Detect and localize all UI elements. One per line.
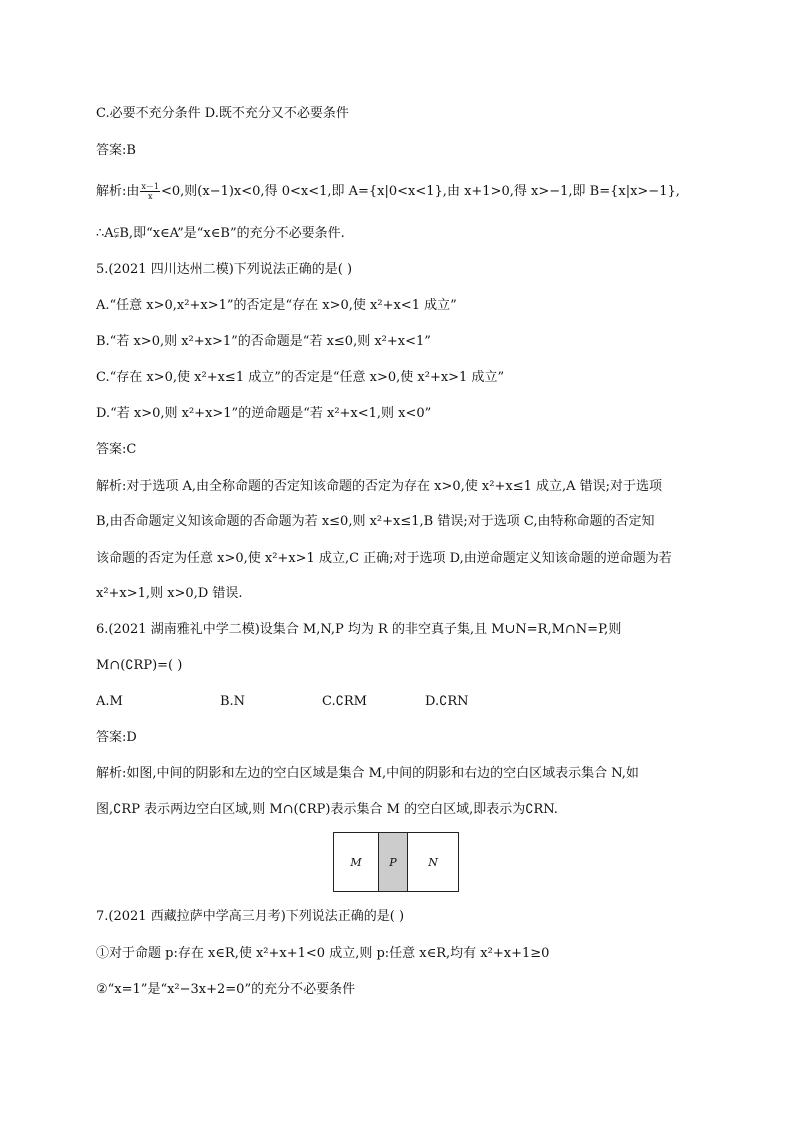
q4-conclusion: ∴A⫋B,即“x∈A”是“x∈B”的充分不必要条件. bbox=[96, 226, 345, 241]
region-n-label: N bbox=[428, 855, 438, 869]
region-m bbox=[334, 833, 378, 891]
q6-stem-line-1: 6.(2021 湖南雅礼中学二模)设集合 M,N,P 均为 R 的非空真子集,且 M∪N=R,M∩N=P,则 bbox=[96, 622, 622, 637]
q4-analysis-prefix: 解析:由 bbox=[96, 184, 140, 199]
q6-stem-line-2: M∩(∁RP)=( ) bbox=[96, 658, 183, 673]
q4-fraction-denominator: x bbox=[147, 192, 153, 201]
q6-option-c: C.∁RM bbox=[322, 694, 367, 709]
q5-option-d: D.“若 x>0,则 x²+x>1”的逆命题是“若 x²+x<1,则 x<0” bbox=[96, 406, 432, 421]
q4-answer: 答案:B bbox=[96, 143, 136, 158]
region-n bbox=[408, 833, 458, 891]
q5-option-c: C.“存在 x>0,使 x²+x≤1 成立”的否定是“任意 x>0,使 x²+x>1 成立” bbox=[96, 370, 505, 385]
q4-fraction bbox=[140, 182, 160, 201]
q4-analysis-rest: <0,则(x−1)x<0,得 0<x<1,即 A={x|0<x<1},由 x+1>0,得 x>−1,即 B={x|x>−1}, bbox=[161, 184, 680, 199]
q4-options-cd: C.必要不充分条件 D.既不充分又不必要条件 bbox=[96, 106, 349, 121]
q5-answer: 答案:C bbox=[96, 442, 137, 457]
q5-analysis-line-1: 解析:对于选项 A,由全称命题的否定知该命题的否定为存在 x>0,使 x²+x≤1 成立,A 错误;对于选项 bbox=[96, 479, 663, 494]
q6-analysis-line-2: 图,∁RP 表示两边空白区域,则 M∩(∁RP)表示集合 M 的空白区域,即表示为∁RN. bbox=[96, 802, 558, 817]
q5-option-b: B.“若 x>0,则 x²+x>1”的否命题是“若 x≤0,则 x²+x<1” bbox=[96, 334, 431, 349]
region-p-shaded bbox=[378, 833, 408, 891]
set-diagram bbox=[333, 832, 459, 892]
q7-item-2: ②“x=1”是“x²−3x+2=0”的充分不必要条件 bbox=[96, 982, 356, 997]
q5-stem: 5.(2021 四川达州二模)下列说法正确的是( ) bbox=[96, 262, 353, 277]
q5-option-a: A.“任意 x>0,x²+x>1”的否定是“存在 x>0,使 x²+x<1 成立” bbox=[96, 298, 457, 313]
q5-analysis-line-3: 该命题的否定为任意 x>0,使 x²+x>1 成立,C 正确;对于选项 D,由逆命题定义知该命题的逆命题为若 bbox=[96, 551, 672, 566]
q7-stem: 7.(2021 西藏拉萨中学高三月考)下列说法正确的是( ) bbox=[96, 909, 405, 924]
q5-analysis-line-4: x²+x>1,则 x>0,D 错误. bbox=[96, 586, 243, 601]
q6-answer: 答案:D bbox=[96, 730, 137, 745]
q6-option-a: A.M bbox=[96, 694, 123, 709]
q4-analysis bbox=[96, 182, 706, 202]
q6-option-b: B.N bbox=[220, 694, 246, 709]
q7-item-1: ①对于命题 p:存在 x∈R,使 x²+x+1<0 成立,则 p:任意 x∈R,均有 x²+x+1≥0 bbox=[96, 946, 550, 961]
q5-analysis-line-2: B,由否命题定义知该命题的否命题为若 x≤0,则 x²+x≤1,B 错误;对于选项 C,由特称命题的否定知 bbox=[96, 514, 655, 529]
q6-analysis-line-1: 解析:如图,中间的阴影和左边的空白区域是集合 M,中间的阴影和右边的空白区域表示集合 N,如 bbox=[96, 766, 639, 781]
q4-fraction-numerator: x－1 bbox=[141, 182, 159, 191]
region-m-label: M bbox=[350, 855, 362, 869]
q6-option-d: D.∁RN bbox=[425, 694, 469, 709]
region-p-label: P bbox=[389, 855, 397, 869]
